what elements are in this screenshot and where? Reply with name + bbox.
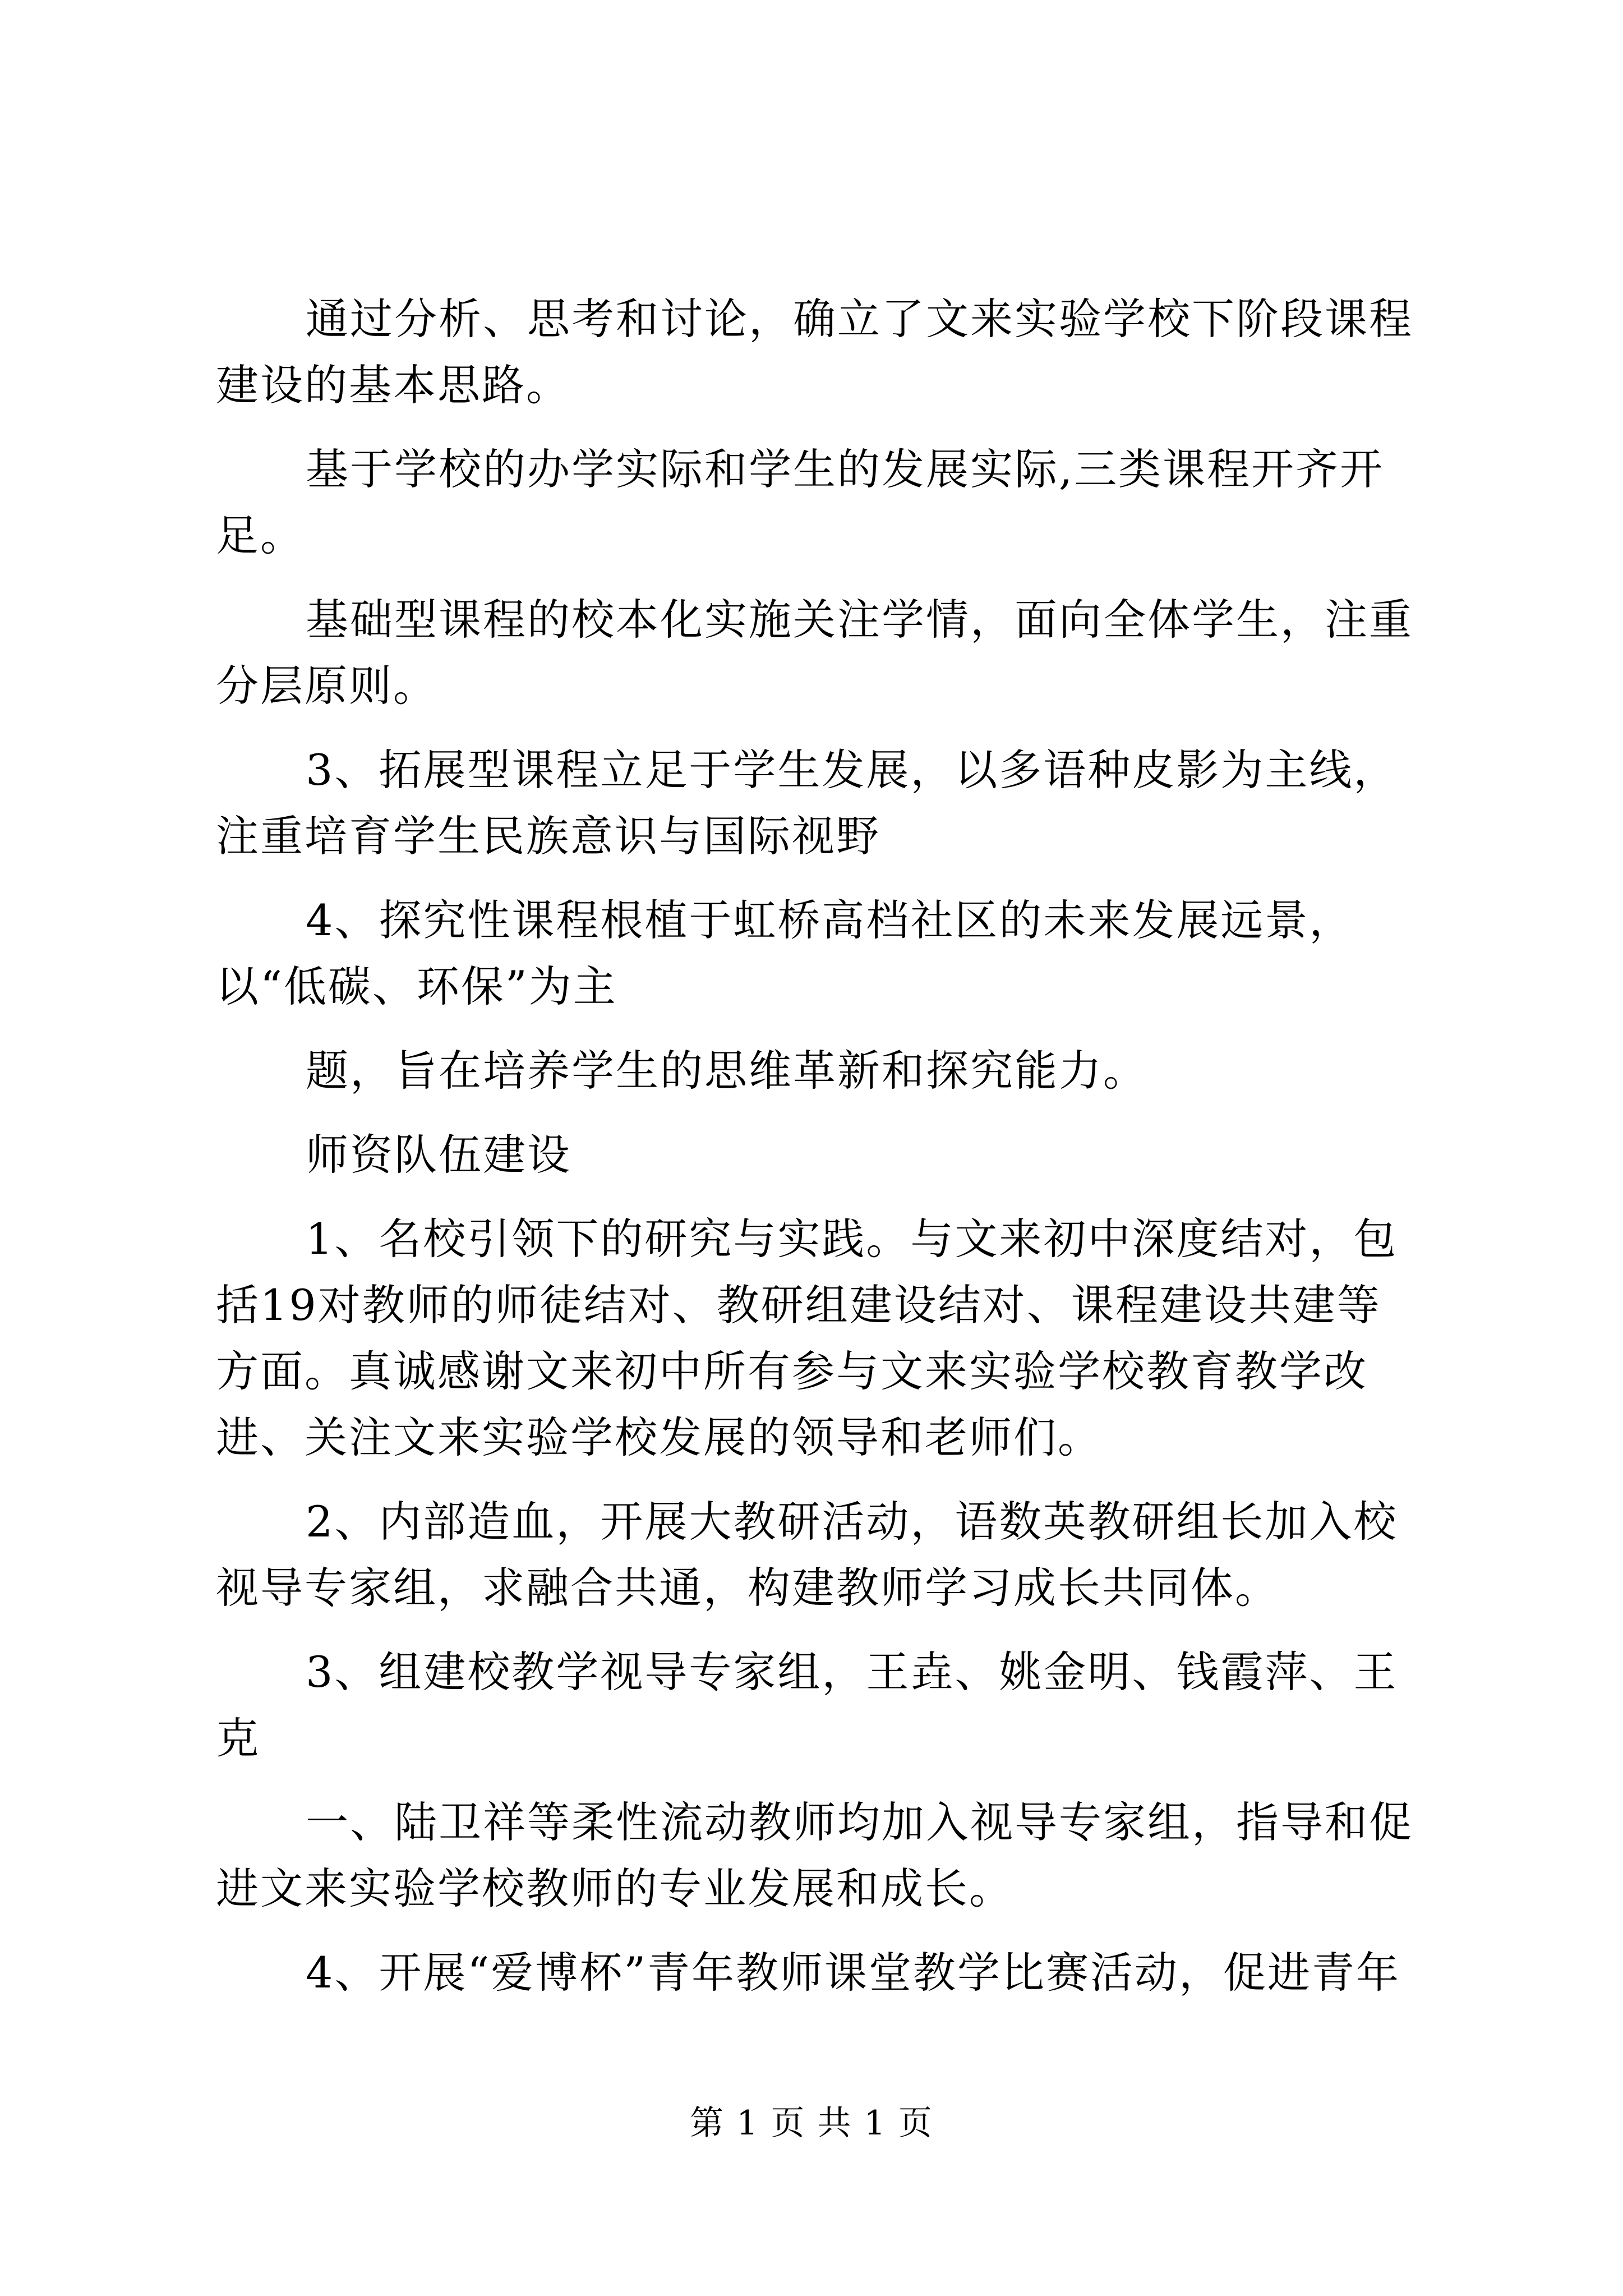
paragraph-inquiry-course-cont: 题，旨在培养学生的思维革新和探究能力。 [306, 1046, 1147, 1096]
document-body [216, 286, 1422, 2024]
section-heading-teachers: 师资队伍建设 [306, 1130, 571, 1180]
paragraph-basic-course: 基础型课程的校本化实施关注学情，面向全体学生，注重分层原则。 [216, 595, 1413, 711]
paragraph-extended-course: 3、拓展型课程立足于学生发展，以多语种皮影为主线，注重培育学生民族意识与国际视野 [216, 745, 1398, 861]
paragraph-course-thinking: 通过分析、思考和讨论，确立了文来实验学校下阶段课程建设的基本思路。 [216, 294, 1413, 410]
paragraph-three-courses: 基于学校的办学实际和学生的发展实际,三类课程开齐开足。 [216, 444, 1385, 560]
page-footer: 第 1 页 共 1 页 [690, 2104, 933, 2143]
paragraph-teachers-3-cont: 一、陆卫祥等柔性流动教师均加入视导专家组，指导和促进文来实验学校教师的专业发展和成长。 [216, 1797, 1413, 1913]
paragraph-teachers-4: 4、开展“爱博杯”青年教师课堂教学比赛活动，促进青年 [306, 1948, 1401, 1998]
paragraph-inquiry-course: 4、探究性课程根植于虹桥高档社区的未来发展远景，以“低碳、环保”为主 [216, 895, 1354, 1011]
paragraph-teachers-1: 1、名校引领下的研究与实践。与文来初中深度结对，包括19对教师的师徒结对、教研组建设结对、课程建设共建等方面。真诚感谢文来初中所有参与文来实验学校教育教学改进、关注文来实验学校发展的领导和老师们。 [216, 1214, 1398, 1462]
paragraph-teachers-3: 3、组建校教学视导专家组，王垚、姚金明、钱霞萍、王克 [216, 1647, 1398, 1763]
paragraph-teachers-2: 2、内部造血，开展大教研活动，语数英教研组长加入校视导专家组，求融合共通，构建教师学习成长共同体。 [216, 1497, 1398, 1613]
